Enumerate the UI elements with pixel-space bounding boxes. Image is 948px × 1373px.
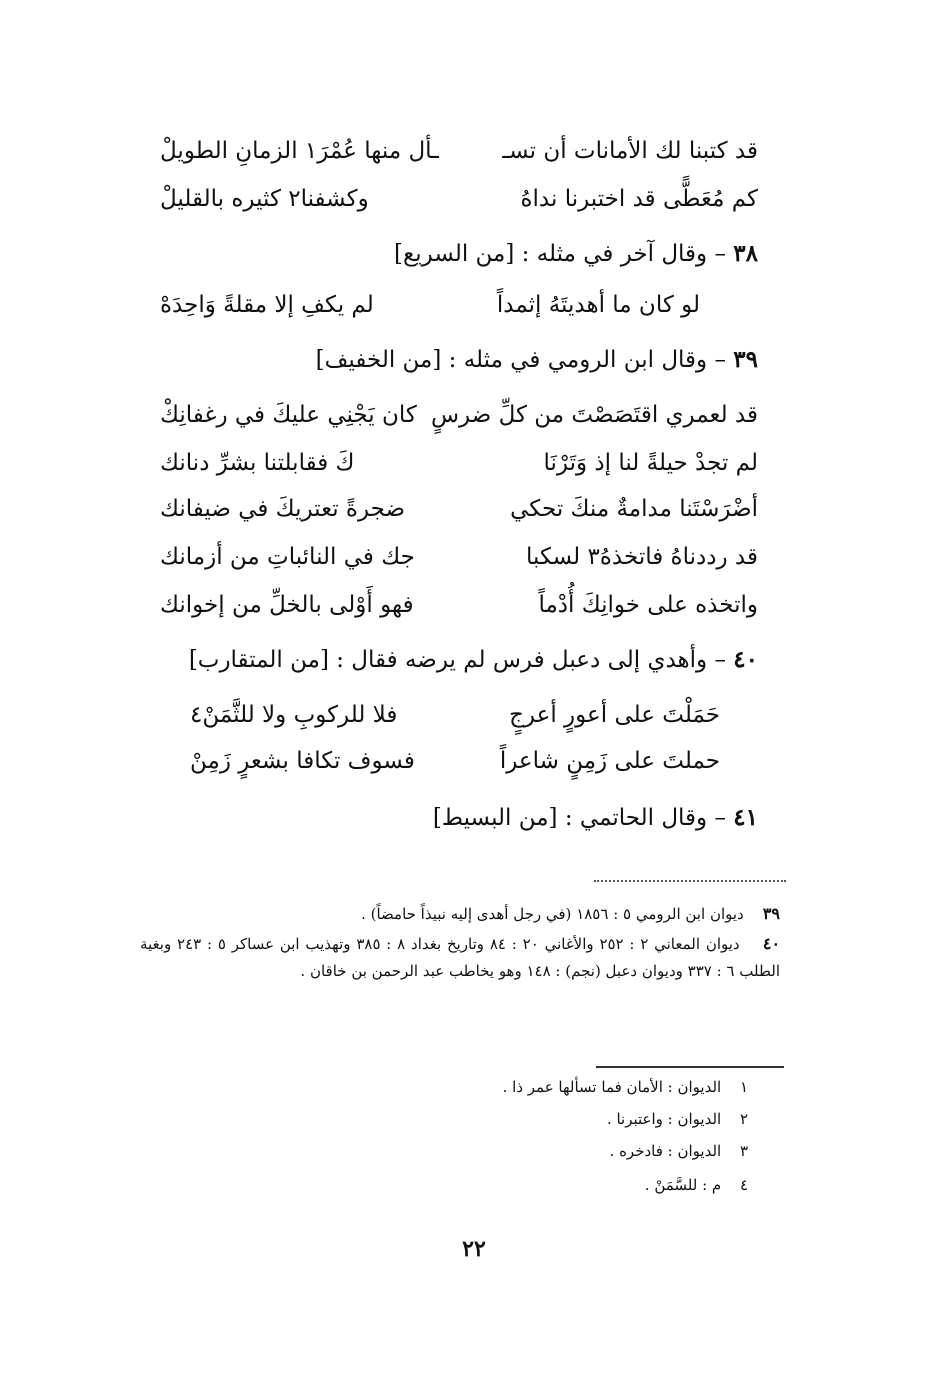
verse-first-hemistich: قد كتبنا لك الأمانات أن تسـ (502, 138, 758, 164)
footnote (342, 1142, 762, 1160)
verse-line (160, 496, 758, 540)
footnote-text: م : للسَّمَنْ . (644, 1176, 722, 1194)
verse-second-hemistich: وكشفنا٢ كثيره بالقليلْ (160, 186, 369, 212)
verse-first-hemistich: لو كان ما أهديتَهُ إثمداً (496, 292, 700, 318)
footnote-number: ٢ (739, 1110, 749, 1128)
verse-line (160, 450, 758, 494)
footnote-number: ٤ (739, 1176, 749, 1194)
footnote-text: الديوان : واعتبرنا . (606, 1110, 722, 1128)
footnote (342, 1110, 762, 1128)
source-text: ديوان المعاني ٢ : ٢٥٢ والأغاني ٢٠ : ٨٤ وتاريخ بغداد ٨ : ٣٨٥ وتهذيب ابن عساكر ٥ : ٢٤٣ وبغية الطلب ٦ : ٣٣٧ وديوان دعبل (نجم) : ١٤٨ وهو يخاطب عبد الرحمن بن خاقان . (140, 935, 780, 980)
verse-second-hemistich: كَ فقابلتنا بشرِّ دنانك (160, 450, 355, 476)
footnotes-separator (596, 1066, 784, 1068)
verse-line (160, 402, 758, 446)
verse-first-hemistich: واتخذه على خوانِكَ أُدْماً (538, 592, 758, 618)
verse-line (160, 292, 700, 336)
poem-39-heading (316, 346, 758, 373)
poem-number: ٤١ (733, 804, 758, 831)
verse-second-hemistich: فسوف تكافا بشعرٍ زَمِنْ (190, 748, 415, 774)
footnote-text: الديوان : فادخره . (609, 1142, 722, 1160)
source-number: ٣٩ (762, 904, 780, 923)
poem-number: ٣٨ (733, 240, 758, 267)
verse-second-hemistich: كان يَجْنِي عليكَ في رغفانِكْ (160, 402, 417, 428)
verse-first-hemistich: لم تجدْ حيلةً لنا إذ وَتَرْنَا (543, 450, 758, 476)
verse-second-hemistich: ضجرةً تعتريكَ في ضيفانك (160, 496, 406, 522)
verse-line (160, 544, 758, 588)
poem-intro: – وأهدي إلى دعبل فرس لم يرضه فقال : [من المتقارب] (188, 647, 726, 673)
poem-number: ٣٩ (733, 346, 758, 373)
footnote-text: الديوان : الأمان فما تسألها عمر ذا . (502, 1078, 722, 1096)
sources-separator (594, 880, 786, 882)
verse-second-hemistich: لم يكفِ إلا مقلةً وَاحِدَهْ (160, 292, 374, 318)
verse-line (190, 702, 720, 746)
poem-number: ٤٠ (733, 646, 758, 673)
verse-line (160, 186, 758, 230)
poem-intro: – وقال ابن الرومي في مثله : [من الخفيف] (315, 347, 726, 373)
verse-line (160, 592, 758, 636)
verse-second-hemistich: جك في النائباتِ من أزمانك (160, 544, 415, 570)
verse-second-hemistich: فهو أَوْلى بالخلِّ من إخوانك (160, 592, 414, 618)
footnote (342, 1078, 762, 1096)
verse-line (190, 748, 720, 792)
source-number: ٤٠ (762, 934, 781, 953)
verse-first-hemistich: قد لعمري اقتَصَصْتَ من كلِّ ضرسٍ (430, 402, 758, 428)
poem-intro: – وقال آخر في مثله : [من السريع] (394, 241, 726, 267)
poem-38-heading (394, 240, 758, 267)
verse-first-hemistich: أضْرَسْتَنا مدامةٌ منكَ تحكي (510, 496, 758, 522)
verse-first-hemistich: حَمَلْتَ على أعورٍ أعرجٍ (509, 702, 720, 728)
verse-first-hemistich: قد رددناهُ فاتخذهُ٣ لسكبا (526, 544, 758, 570)
footnote-number: ٣ (739, 1142, 749, 1160)
verse-second-hemistich: ـأل منها عُمْرَ١ الزمانِ الطويلْ (160, 138, 439, 164)
page-number: ٢٢ (462, 1236, 486, 1262)
footnote (342, 1176, 762, 1194)
footnote-number: ١ (739, 1078, 749, 1096)
poem-intro: – وقال الحاتمي : [من البسيط] (432, 805, 726, 831)
source-note (140, 930, 780, 985)
verse-first-hemistich: حملتَ على زَمِنٍ شاعراً (499, 748, 720, 774)
source-text: ديوان ابن الرومي ٥ : ١٨٥٦ (في رجل أهدى إليه نبيذاً حامضاً) . (361, 905, 744, 923)
poem-40-heading (189, 646, 758, 673)
poem-41-heading (433, 804, 758, 831)
verse-line (160, 138, 758, 182)
verse-second-hemistich: فلا للركوبِ ولا للثَّمَنْ٤ (190, 702, 398, 728)
source-note (140, 900, 780, 928)
verse-first-hemistich: كم مُعَطًّى قد اختبرنا نداهُ (520, 186, 758, 212)
